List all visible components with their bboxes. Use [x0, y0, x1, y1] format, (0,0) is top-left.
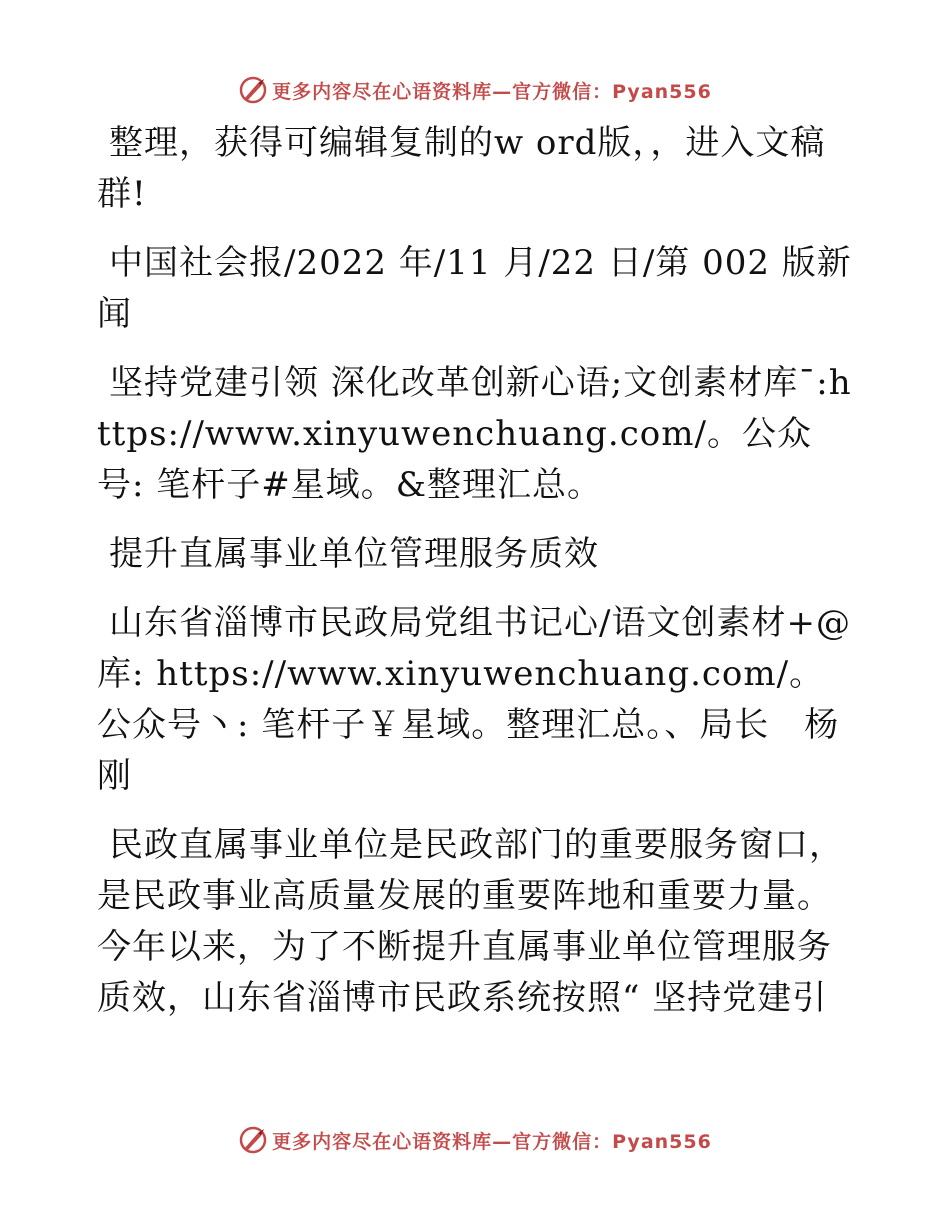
paragraph-author: 山东省淄博市民政局党组书记心/语文创素材+@库: https://www.xinyuwenchuang.com/。公众号丶: 笔杆子￥星域。整理汇总。、局长 杨刚: [97, 603, 851, 796]
paragraph-headline: 坚持党建引领 深化改革创新心语;文创素材库¯:https://www.xinyuwenchuang.com/。公众号: 笔杆子#星域。&整理汇总。: [97, 363, 852, 505]
header-watermark-banner: [0, 70, 950, 110]
paragraph-source-line: 中国社会报/2022 年/11 月/22 日/第 002 版新闻: [97, 243, 852, 334]
paragraph-subheadline: 提升直属事业单位管理服务质效: [109, 534, 599, 574]
quill-logo-icon: [238, 75, 268, 105]
document-body: [97, 118, 857, 1042]
paragraph-body: 民政直属事业单位是民政部门的重要服务窗口，是民政事业高质量发展的重要阵地和重要力量。今年以来，为了不断提升直属事业单位管理服务质效，山东省淄博市民政系统按照“ 坚持党建引: [97, 825, 844, 1018]
header-watermark-text: 更多内容尽在心语资料库—官方微信：Pyan556: [272, 80, 712, 103]
quill-logo-icon: [238, 1125, 268, 1155]
footer-watermark-text: 更多内容尽在心语资料库—官方微信：Pyan556: [272, 1130, 712, 1153]
paragraph-intro: 整理，获得可编辑复制的w ord版，，进入文稿群!: [97, 123, 826, 214]
footer-watermark-banner: [0, 1120, 950, 1160]
